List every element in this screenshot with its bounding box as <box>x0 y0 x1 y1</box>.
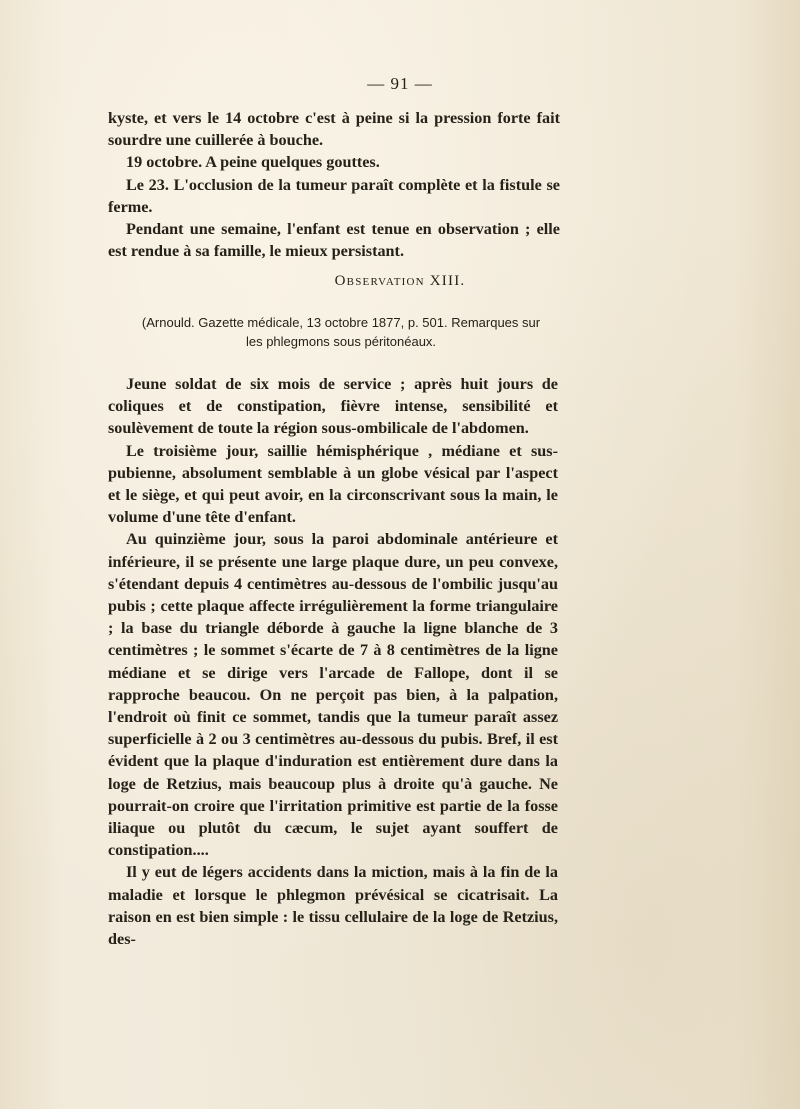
paragraph: Jeune soldat de six mois de service ; après huit jours de coliques et de constipation, fièvre intense, sensibilité et soulèvement de toute la région sous-ombilicale de l'abdomen. <box>108 375 558 438</box>
paragraph: Il y eut de légers accidents dans la miction, mais à la fin de la maladie et lorsque le phlegmon prévésical se cicatrisait. La raison en est bien simple : le tissu cellulaire de la loge de Retzius, des- <box>108 863 558 949</box>
reference-citation <box>118 313 564 351</box>
reference-line-2: les phlegmons sous péritonéaux. <box>245 334 437 349</box>
main-text-block <box>108 373 558 950</box>
paragraph: kyste, et vers le 14 octobre c'est à peine si la pression forte fait sourdre une cuillerée à bouche. <box>108 109 560 150</box>
page-number: — 91 — <box>367 74 433 93</box>
paragraph: Le 23. L'occlusion de la tumeur paraît complète et la fistule se ferme. <box>108 175 560 216</box>
paragraph: Au quinzième jour, sous la paroi abdominale antérieure et inférieure, il se présente une large plaque dure, un peu convexe, s'étendant depuis 4 centimètres au-dessous de l'ombilic jusqu'au pubis ; cette plaque affecte irrégulièrement la forme triangulaire ; la base du triangle déborde à gauche la ligne blanche de 3 centimètres ; le sommet s'écarte de 7 à 8 centimètres de la ligne médiane et se dirige vers l'arcade de Fallope, dont il se rapproche beaucou. On ne perçoit pas bien, à la palpation, l'endroit où finit ce sommet, tandis que la tumeur paraît assez superficielle à 2 ou 3 centimètres au-dessous du pubis. Bref, il est évident que la plaque d'induration est entièrement dure dans la loge de Retzius, mais beaucoup plus à droite qu'à gauche. Ne pourrait-on croire que l'irritation primitive est partie de la fosse iliaque ou plutôt du cæcum, le sujet ayant souffert de constipation.... <box>108 530 558 860</box>
reference-line-1: (Arnould. Gazette médicale, 13 octobre 1877, p. 501. Remarques sur <box>141 315 541 330</box>
top-text-block <box>108 107 560 262</box>
observation-heading: Observation XIII. <box>334 273 466 289</box>
paragraph: Le troisième jour, saillie hémisphérique , médiane et sus-pubienne, absolument semblable à un globe vésical par l'aspect et le siège, et qui peut avoir, en la circonscrivant sous la main, le volume d'une tête d'enfant. <box>108 441 558 527</box>
paragraph: 19 octobre. A peine quelques gouttes. <box>126 153 380 172</box>
paragraph: Pendant une semaine, l'enfant est tenue en observation ; elle est rendue à sa famille, le mieux persistant. <box>108 220 560 261</box>
